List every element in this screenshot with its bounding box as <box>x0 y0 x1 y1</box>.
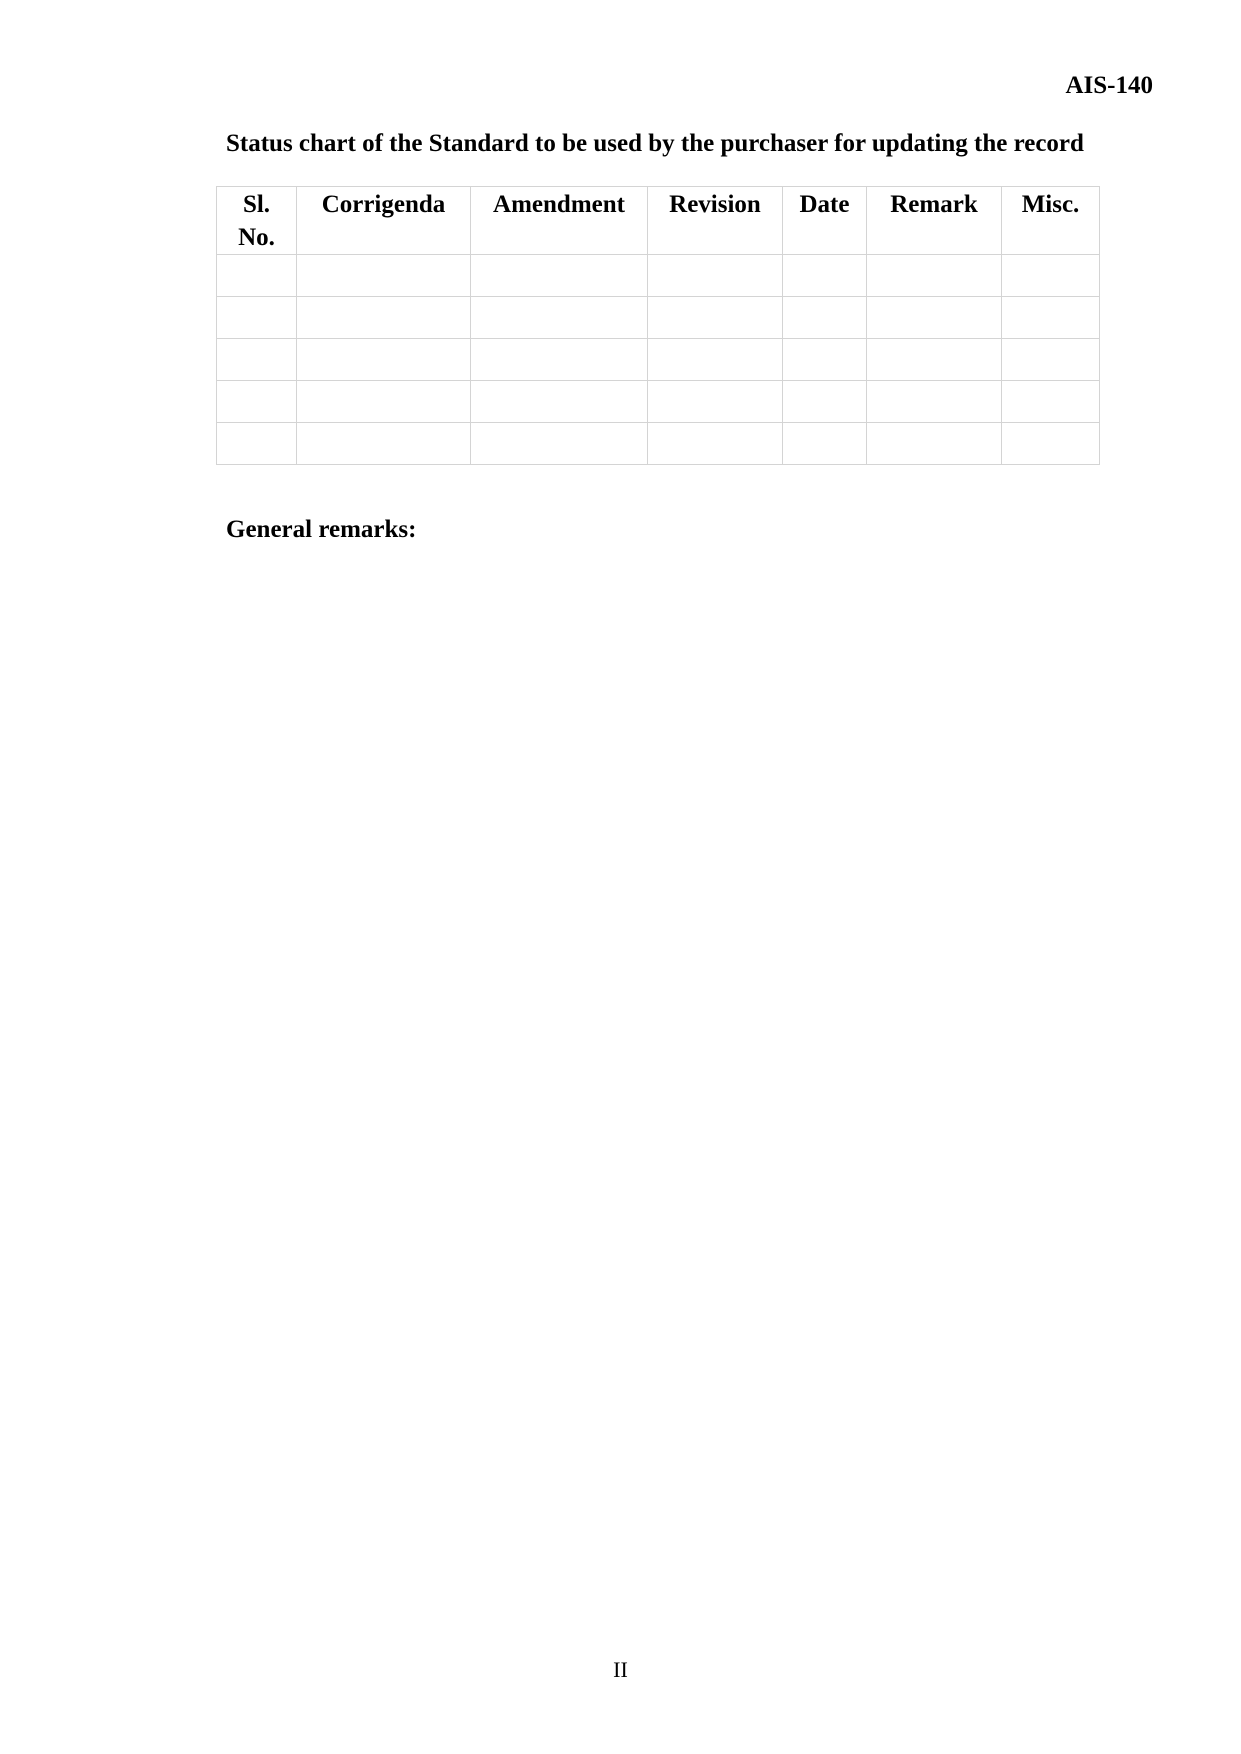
table-cell <box>297 339 471 381</box>
table-cell <box>783 255 867 297</box>
table-header-row <box>217 187 1100 255</box>
table-cell <box>297 255 471 297</box>
table-cell <box>867 339 1002 381</box>
table-cell <box>217 297 297 339</box>
column-header-amendment: Amendment <box>471 187 648 255</box>
column-header-corrigenda: Corrigenda <box>297 187 471 255</box>
chart-title: Status chart of the Standard to be used by the purchaser for updating the record <box>226 130 1084 157</box>
status-table <box>216 186 1100 465</box>
table-cell <box>217 381 297 423</box>
table-cell <box>783 339 867 381</box>
table-cell <box>471 381 648 423</box>
table-row <box>217 381 1100 423</box>
table-cell <box>471 255 648 297</box>
table-cell <box>648 255 783 297</box>
table-cell <box>297 381 471 423</box>
table-cell <box>867 297 1002 339</box>
table-cell <box>783 423 867 465</box>
general-remarks-label: General remarks: <box>226 516 417 543</box>
column-header-revision: Revision <box>648 187 783 255</box>
table-cell <box>217 339 297 381</box>
table-row <box>217 297 1100 339</box>
table-cell <box>471 339 648 381</box>
table-cell <box>471 297 648 339</box>
table-cell <box>297 297 471 339</box>
column-header-misc: Misc. <box>1002 187 1100 255</box>
table-cell <box>217 255 297 297</box>
table-cell <box>867 255 1002 297</box>
document-code: AIS-140 <box>1065 72 1153 99</box>
column-header-remark: Remark <box>867 187 1002 255</box>
table-cell <box>783 297 867 339</box>
table-row <box>217 423 1100 465</box>
table-cell <box>648 423 783 465</box>
table-cell <box>867 423 1002 465</box>
table-row <box>217 339 1100 381</box>
table-cell <box>1002 297 1100 339</box>
table-cell <box>217 423 297 465</box>
table-cell <box>471 423 648 465</box>
table-cell <box>1002 339 1100 381</box>
table-cell <box>648 339 783 381</box>
table-cell <box>867 381 1002 423</box>
column-header-date: Date <box>783 187 867 255</box>
column-header-sl-no: Sl. No. <box>217 187 297 255</box>
table-cell <box>1002 255 1100 297</box>
table-cell <box>1002 381 1100 423</box>
table-row <box>217 255 1100 297</box>
table-cell <box>297 423 471 465</box>
table-cell <box>648 297 783 339</box>
page-number: II <box>613 1657 628 1682</box>
table-cell <box>648 381 783 423</box>
table-cell <box>1002 423 1100 465</box>
table-cell <box>783 381 867 423</box>
